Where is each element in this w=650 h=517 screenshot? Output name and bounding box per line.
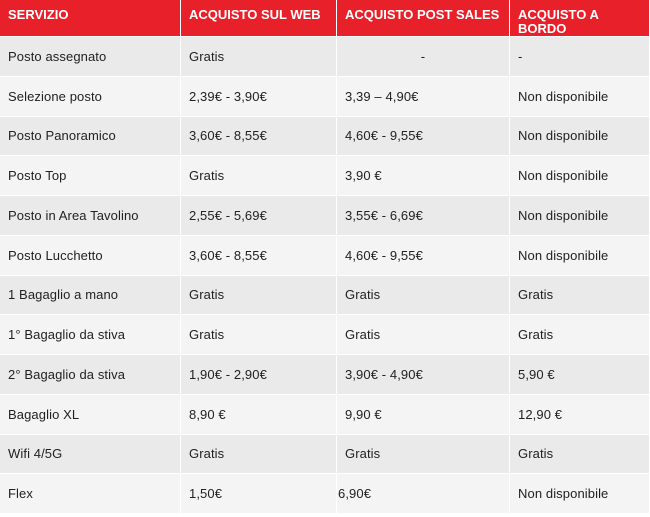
header-acquisto-bordo: ACQUISTO A BORDO bbox=[510, 0, 649, 36]
cell-post-sales: Gratis bbox=[337, 434, 510, 474]
table-row bbox=[0, 314, 649, 354]
cell-web: 2,39€ - 3,90€ bbox=[181, 76, 337, 116]
table-row bbox=[0, 195, 649, 235]
cell-post-sales: 3,90€ - 4,90€ bbox=[337, 354, 510, 394]
cell-post-sales: 3,90 € bbox=[337, 155, 510, 195]
cell-post-sales: 6,90€ bbox=[337, 473, 510, 513]
cell-service: Posto Lucchetto bbox=[0, 235, 181, 275]
cell-post-sales: Gratis bbox=[337, 314, 510, 354]
table-row bbox=[0, 76, 649, 116]
cell-bordo: Non disponibile bbox=[510, 116, 649, 156]
header-acquisto-web: ACQUISTO SUL WEB bbox=[181, 0, 337, 36]
cell-web: Gratis bbox=[181, 36, 337, 76]
cell-post-sales: 3,39 – 4,90€ bbox=[337, 76, 510, 116]
table-header-row bbox=[0, 0, 649, 36]
table-row bbox=[0, 394, 649, 434]
cell-service: Wifi 4/5G bbox=[0, 434, 181, 474]
table-row bbox=[0, 36, 649, 76]
cell-post-sales: 9,90 € bbox=[337, 394, 510, 434]
cell-service: Flex bbox=[0, 473, 181, 513]
cell-web: 3,60€ - 8,55€ bbox=[181, 235, 337, 275]
cell-post-sales: 3,55€ - 6,69€ bbox=[337, 195, 510, 235]
cell-bordo: Non disponibile bbox=[510, 155, 649, 195]
cell-web: 2,55€ - 5,69€ bbox=[181, 195, 337, 235]
table-row bbox=[0, 434, 649, 474]
header-acquisto-post-sales: ACQUISTO POST SALES bbox=[337, 0, 510, 36]
table-row bbox=[0, 275, 649, 315]
cell-web: 1,90€ - 2,90€ bbox=[181, 354, 337, 394]
cell-service: Selezione posto bbox=[0, 76, 181, 116]
cell-service: Bagaglio XL bbox=[0, 394, 181, 434]
cell-bordo: - bbox=[510, 36, 649, 76]
table-row bbox=[0, 235, 649, 275]
cell-web: 1,50€ bbox=[181, 473, 337, 513]
cell-bordo: Non disponibile bbox=[510, 235, 649, 275]
cell-bordo: Non disponibile bbox=[510, 76, 649, 116]
cell-service: Posto Panoramico bbox=[0, 116, 181, 156]
cell-bordo: Gratis bbox=[510, 434, 649, 474]
table-row bbox=[0, 354, 649, 394]
table-row bbox=[0, 473, 649, 513]
table-row bbox=[0, 155, 649, 195]
cell-post-sales: 4,60€ - 9,55€ bbox=[337, 235, 510, 275]
header-servizio: SERVIZIO bbox=[0, 0, 181, 36]
cell-post-sales: - bbox=[337, 36, 510, 76]
cell-bordo: Non disponibile bbox=[510, 473, 649, 513]
cell-web: Gratis bbox=[181, 275, 337, 315]
cell-service: 1° Bagaglio da stiva bbox=[0, 314, 181, 354]
cell-web: 3,60€ - 8,55€ bbox=[181, 116, 337, 156]
cell-service: Posto in Area Tavolino bbox=[0, 195, 181, 235]
cell-service: Posto assegnato bbox=[0, 36, 181, 76]
cell-web: Gratis bbox=[181, 314, 337, 354]
cell-web: Gratis bbox=[181, 434, 337, 474]
cell-post-sales: Gratis bbox=[337, 275, 510, 315]
cell-bordo: Gratis bbox=[510, 275, 649, 315]
cell-post-sales: 4,60€ - 9,55€ bbox=[337, 116, 510, 156]
cell-web: 8,90 € bbox=[181, 394, 337, 434]
cell-service: 2° Bagaglio da stiva bbox=[0, 354, 181, 394]
cell-bordo: Gratis bbox=[510, 314, 649, 354]
cell-bordo: Non disponibile bbox=[510, 195, 649, 235]
cell-web: Gratis bbox=[181, 155, 337, 195]
cell-service: Posto Top bbox=[0, 155, 181, 195]
cell-bordo: 12,90 € bbox=[510, 394, 649, 434]
table-row bbox=[0, 116, 649, 156]
cell-service: 1 Bagaglio a mano bbox=[0, 275, 181, 315]
cell-bordo: 5,90 € bbox=[510, 354, 649, 394]
